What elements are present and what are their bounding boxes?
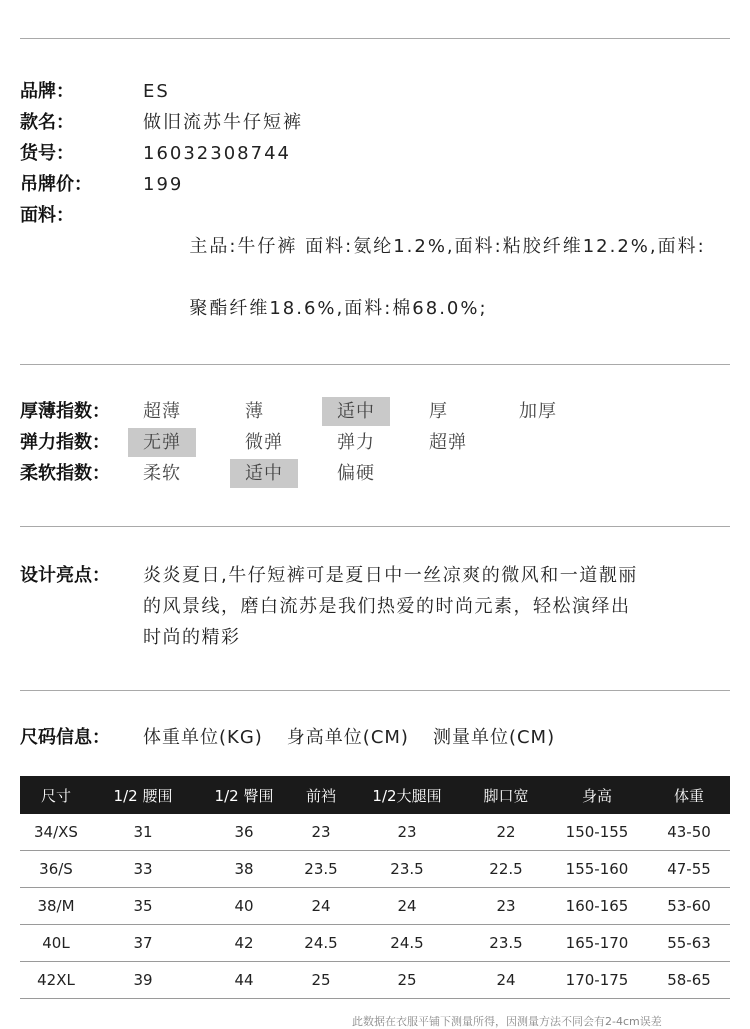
name-label: 款名： — [20, 112, 74, 133]
table-row — [20, 925, 730, 962]
table-cell: 23.5 — [294, 851, 348, 888]
fabric-row — [20, 200, 730, 355]
table-cell: 43-50 — [648, 814, 730, 851]
size-table — [20, 776, 730, 999]
sku-value: 16032308744 — [143, 143, 291, 164]
header-half-hip: 1/2 臀围 — [194, 776, 294, 814]
divider-info — [20, 364, 730, 365]
design-line-1: 炎炎夏日,牛仔短裤可是夏日中一丝凉爽的微风和一道靓丽 — [143, 565, 638, 586]
header-weight: 体重 — [648, 776, 730, 814]
fabric-indices — [20, 396, 730, 489]
fabric-line-1: 主品:牛仔裤 面料:氨纶1.2%,面料:粘胶纤维12.2%,面料: — [189, 236, 706, 257]
table-cell: 37 — [92, 925, 194, 962]
price-value: 199 — [143, 174, 184, 195]
softness-index-label: 柔软指数： — [20, 463, 110, 484]
sku-row — [20, 138, 730, 169]
table-cell: 150-155 — [546, 814, 648, 851]
thickness-option: 厚 — [429, 401, 448, 422]
price-row — [20, 169, 730, 200]
design-line-2: 的风景线，磨白流苏是我们热爱的时尚元素，轻松演绎出 — [143, 596, 631, 617]
table-cell: 36 — [194, 814, 294, 851]
table-cell: 165-170 — [546, 925, 648, 962]
table-cell: 38/M — [20, 888, 92, 925]
product-info — [20, 76, 730, 355]
header-half-waist: 1/2 腰围 — [92, 776, 194, 814]
table-cell: 23.5 — [348, 851, 466, 888]
elasticity-option: 弹力 — [337, 432, 375, 453]
size-info-label: 尺码信息： — [20, 727, 110, 748]
thickness-option: 加厚 — [519, 401, 557, 422]
header-size: 尺寸 — [20, 776, 92, 814]
table-cell: 24.5 — [294, 925, 348, 962]
table-cell: 23 — [348, 814, 466, 851]
price-label: 吊牌价： — [20, 174, 92, 195]
name-value: 做旧流苏牛仔短裤 — [143, 112, 303, 133]
measure-unit: 测量单位(CM) — [432, 727, 556, 748]
table-header-row — [20, 776, 730, 814]
thickness-option: 适中 — [322, 397, 390, 426]
header-front-rise: 前裆 — [294, 776, 348, 814]
table-cell: 36/S — [20, 851, 92, 888]
table-cell: 23.5 — [466, 925, 546, 962]
fabric-label: 面料： — [20, 205, 74, 226]
table-cell: 39 — [92, 962, 194, 999]
table-cell: 40L — [20, 925, 92, 962]
table-cell: 38 — [194, 851, 294, 888]
table-cell: 55-63 — [648, 925, 730, 962]
softness-option: 柔软 — [143, 463, 181, 484]
elasticity-index-row — [20, 427, 730, 458]
thickness-index-label: 厚薄指数： — [20, 401, 110, 422]
header-leg-opening: 脚口宽 — [466, 776, 546, 814]
size-info-header — [20, 722, 579, 753]
fabric-line-2: 聚酯纤维18.6%,面料:棉68.0%; — [189, 298, 488, 319]
table-cell: 170-175 — [546, 962, 648, 999]
table-cell: 24.5 — [348, 925, 466, 962]
table-cell: 31 — [92, 814, 194, 851]
design-highlight — [20, 560, 730, 653]
softness-index-row — [20, 458, 730, 489]
table-cell: 23 — [294, 814, 348, 851]
table-cell: 42XL — [20, 962, 92, 999]
table-cell: 44 — [194, 962, 294, 999]
weight-unit: 体重单位(KG) — [143, 727, 263, 748]
design-line-3: 时尚的精彩 — [143, 627, 241, 648]
elasticity-index-label: 弹力指数： — [20, 432, 110, 453]
name-row — [20, 107, 730, 138]
table-cell: 155-160 — [546, 851, 648, 888]
softness-option: 适中 — [230, 459, 298, 488]
table-cell: 33 — [92, 851, 194, 888]
table-cell: 22.5 — [466, 851, 546, 888]
table-cell: 24 — [294, 888, 348, 925]
height-unit: 身高单位(CM) — [286, 727, 409, 748]
header-height: 身高 — [546, 776, 648, 814]
measurement-footnote: 此数据在衣服平铺下测量所得，因测量方法不同会有2-4cm误差 — [352, 1015, 662, 1028]
brand-row — [20, 76, 730, 107]
table-cell: 25 — [294, 962, 348, 999]
elasticity-option: 无弹 — [128, 428, 196, 457]
divider-top — [20, 38, 730, 39]
table-cell: 160-165 — [546, 888, 648, 925]
elasticity-option: 超弹 — [429, 432, 467, 453]
table-cell: 47-55 — [648, 851, 730, 888]
table-cell: 53-60 — [648, 888, 730, 925]
brand-label: 品牌： — [20, 81, 74, 102]
table-row — [20, 888, 730, 925]
table-cell: 34/XS — [20, 814, 92, 851]
design-label: 设计亮点： — [20, 565, 110, 586]
divider-indices — [20, 526, 730, 527]
table-cell: 35 — [92, 888, 194, 925]
softness-option: 偏硬 — [337, 463, 375, 484]
table-cell: 23 — [466, 888, 546, 925]
table-row — [20, 962, 730, 999]
table-cell: 25 — [348, 962, 466, 999]
table-row — [20, 851, 730, 888]
header-half-thigh: 1/2大腿围 — [348, 776, 466, 814]
brand-value: ES — [143, 81, 170, 102]
table-cell: 40 — [194, 888, 294, 925]
thickness-option: 超薄 — [143, 401, 181, 422]
sku-label: 货号： — [20, 143, 74, 164]
table-row — [20, 814, 730, 851]
table-cell: 24 — [348, 888, 466, 925]
table-cell: 24 — [466, 962, 546, 999]
table-cell: 42 — [194, 925, 294, 962]
elasticity-option: 微弹 — [245, 432, 283, 453]
thickness-option: 薄 — [245, 401, 264, 422]
thickness-index-row — [20, 396, 730, 427]
divider-design — [20, 690, 730, 691]
table-cell: 22 — [466, 814, 546, 851]
table-cell: 58-65 — [648, 962, 730, 999]
